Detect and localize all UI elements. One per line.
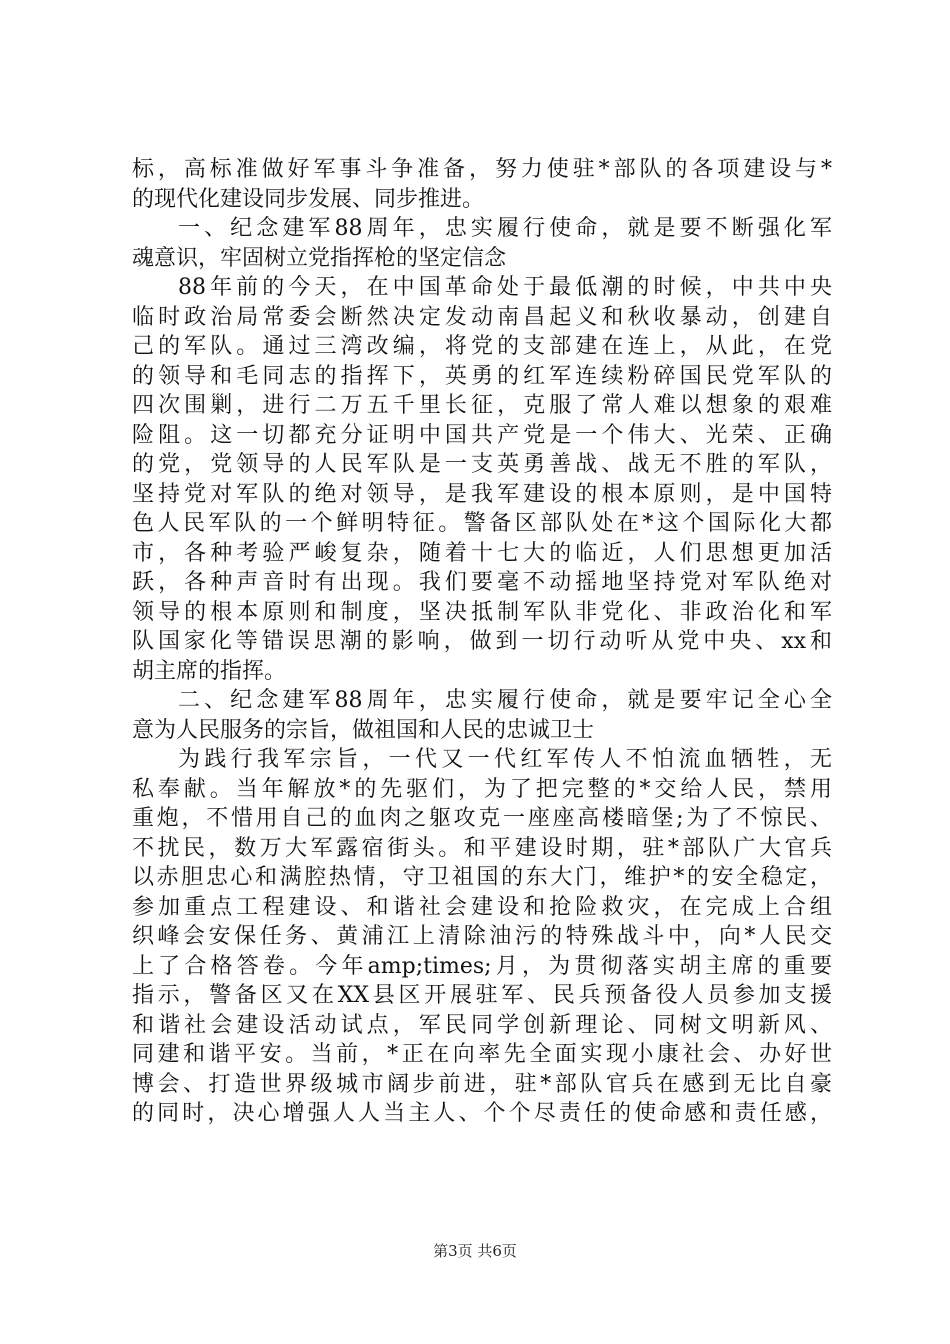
text-line: 临时政治局常委会断然决定发动南昌起义和秋收暴动，创建自	[132, 304, 832, 330]
text-line: 不扰民，数万大军露宿街头。和平建设时期，驻*部队广大官兵	[132, 835, 832, 861]
text-line: 色人民军队的一个鲜明特征。警备区部队处在*这个国际化大都	[132, 511, 832, 536]
text-line: 88年前的今天，在中国革命处于最低潮的时候，中共中央	[178, 275, 832, 300]
text-line: 市，各种考验严峻复杂，随着十七大的临近，人们思想更加活	[132, 540, 832, 566]
text-line: 胡主席的指挥。	[132, 658, 287, 684]
text-line: 的现代化建设同步发展、同步推进。	[132, 186, 485, 212]
section-heading-line: 意为人民服务的宗旨，做祖国和人民的忠诚卫士	[132, 717, 595, 743]
text-line: 险阻。这一切都充分证明中国共产党是一个伟大、光荣、正确	[132, 422, 832, 448]
text-line: 重炮，不惜用自己的血肉之躯攻克一座座高楼暗堡;为了不惊民、	[132, 806, 832, 831]
text-line: 坚持党对军队的绝对领导，是我军建设的根本原则，是中国特	[132, 481, 832, 507]
text-line: 标，高标准做好军事斗争准备，努力使驻*部队的各项建设与*	[132, 157, 832, 182]
text-line: 四次围剿，进行二万五千里长征，克服了常人难以想象的艰难	[132, 393, 832, 418]
text-line: 同建和谐平安。当前，*正在向率先全面实现小康社会、办好世	[132, 1042, 832, 1067]
text-line: 参加重点工程建设、和谐社会建设和抢险救灾，在完成上合组	[132, 894, 832, 920]
text-line: 和谐社会建设活动试点，军民同学创新理论、同树文明新风、	[132, 1012, 832, 1038]
text-line: 上了合格答卷。今年amp;times;月，为贯彻落实胡主席的重要	[132, 953, 832, 979]
text-line: 跃，各种声音时有出现。我们要毫不动摇地坚持党对军队绝对	[132, 570, 832, 595]
text-line: 的同时，决心增强人人当主人、个个尽责任的使命感和责任感，	[132, 1101, 832, 1126]
section-heading-line: 一、纪念建军88周年，忠实履行使命，就是要不断强化军	[178, 216, 832, 241]
section-heading-line: 魂意识，牢固树立党指挥枪的坚定信念	[132, 245, 507, 271]
section-heading-line: 二、纪念建军88周年，忠实履行使命，就是要牢记全心全	[178, 688, 832, 713]
text-line: 的领导和毛同志的指挥下，英勇的红军连续粉碎国民党军队的	[132, 363, 832, 389]
body-text	[132, 155, 832, 1129]
text-line: 为践行我军宗旨，一代又一代红军传人不怕流血牺牲，无	[178, 747, 832, 772]
text-line: 指示，警备区又在XX县区开展驻军、民兵预备役人员参加支援	[132, 983, 832, 1008]
text-line: 私奉献。当年解放*的先驱们，为了把完整的*交给人民，禁用	[132, 776, 832, 802]
text-line: 的党，党领导的人民军队是一支英勇善战、战无不胜的军队，	[132, 452, 832, 477]
text-line: 队国家化等错误思潮的影响，做到一切行动听从党中央、xx和	[132, 629, 832, 654]
text-line: 领导的根本原则和制度，坚决抵制军队非党化、非政治化和军	[132, 599, 832, 625]
text-line: 织峰会安保任务、黄浦江上清除油污的特殊战斗中，向*人民交	[132, 924, 832, 949]
text-line: 博会、打造世界级城市阔步前进，驻*部队官兵在感到无比自豪	[132, 1071, 832, 1097]
text-line: 己的军队。通过三湾改编，将党的支部建在连上，从此，在党	[132, 334, 832, 359]
page-footer: 第3页 共6页	[433, 1242, 517, 1260]
text-line: 以赤胆忠心和满腔热情，守卫祖国的东大门，维护*的安全稳定，	[132, 865, 832, 890]
